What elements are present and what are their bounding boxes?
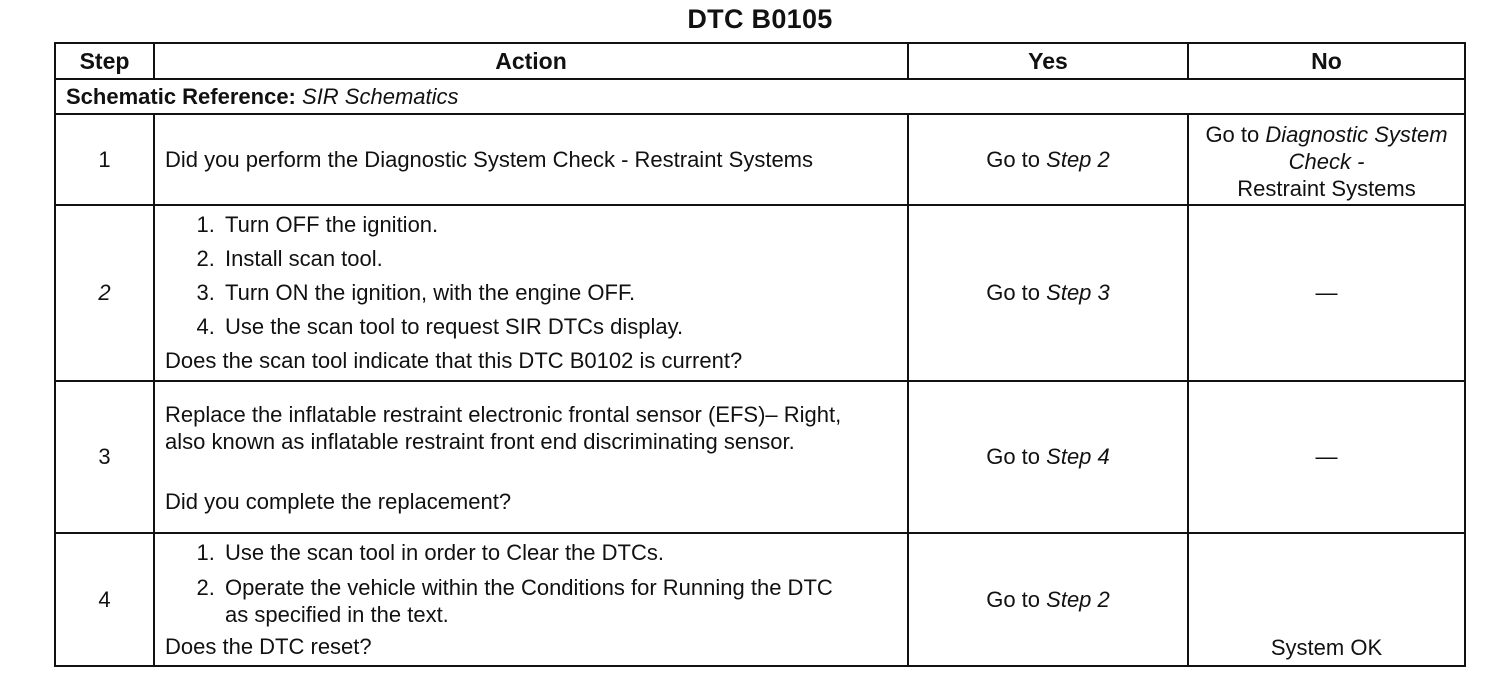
table-row — [55, 114, 1465, 205]
step-number: 4 — [55, 533, 154, 666]
schematic-reference — [55, 79, 1465, 114]
action-question: Did you complete the replacement? — [165, 489, 512, 514]
yes-cell — [908, 114, 1188, 205]
action-cell — [154, 114, 908, 205]
header-step: Step — [55, 43, 154, 79]
list-item: 2. Operate the vehicle within the Conditions for Running the DTC as specified in the text. — [221, 570, 897, 630]
yes-cell — [908, 533, 1188, 666]
action-cell — [154, 205, 908, 381]
yes-step-link[interactable]: Step 2 — [1046, 586, 1110, 612]
yes-step-link[interactable]: Step 4 — [1046, 444, 1110, 469]
yes-step-link[interactable]: Step 3 — [1046, 280, 1110, 305]
header-yes: Yes — [908, 43, 1188, 79]
no-suffix: Restraint Systems — [1237, 176, 1416, 201]
step-number: 2 — [55, 205, 154, 381]
header-action: Action — [154, 43, 908, 79]
action-steps-list — [165, 208, 897, 344]
no-dash: — — [1315, 280, 1338, 305]
list-item: 3. Turn ON the ignition, with the engine OFF. — [221, 276, 897, 310]
no-target-link[interactable]: Diagnostic System Check - — [1265, 122, 1448, 174]
schematic-reference-label: Schematic Reference: — [66, 83, 296, 109]
no-cell — [1188, 533, 1465, 666]
yes-prefix: Go to — [986, 586, 1041, 612]
page-title: DTC B0105 — [687, 4, 833, 34]
no-prefix: Go to — [1205, 122, 1260, 147]
yes-prefix: Go to — [986, 146, 1041, 172]
no-cell — [1188, 114, 1465, 205]
table-row — [55, 205, 1465, 381]
list-item: 2. Install scan tool. — [221, 242, 897, 276]
action-text: Replace the inflatable restraint electronic frontal sensor (EFS)– Right, also known as inflatable restraint front end discriminating sensor. — [165, 402, 842, 454]
no-dash: — — [1315, 444, 1338, 469]
list-item: 1. Turn OFF the ignition. — [221, 208, 897, 242]
no-cell — [1188, 205, 1465, 381]
no-cell — [1188, 381, 1465, 533]
action-question: Does the DTC reset? — [165, 633, 372, 659]
table-row — [55, 381, 1465, 533]
yes-step-link[interactable]: Step 2 — [1046, 146, 1110, 172]
yes-prefix: Go to — [986, 280, 1041, 305]
schematic-reference-link[interactable]: SIR Schematics — [302, 83, 459, 109]
diagnostic-table — [54, 42, 1466, 667]
yes-prefix: Go to — [986, 444, 1041, 469]
table-row — [55, 533, 1465, 666]
list-item: 4. Use the scan tool to request SIR DTCs display. — [221, 310, 897, 344]
no-action — [1199, 117, 1454, 202]
action-cell — [154, 533, 908, 666]
list-item: 1. Use the scan tool in order to Clear the DTCs. — [221, 536, 897, 570]
action-cell — [154, 381, 908, 533]
step-number: 3 — [55, 381, 154, 533]
step-number: 1 — [55, 114, 154, 205]
header-no: No — [1188, 43, 1465, 79]
header-row — [55, 43, 1465, 79]
action-question: Does the scan tool indicate that this DTC B0102 is current? — [165, 348, 743, 373]
yes-cell — [908, 205, 1188, 381]
no-result: System OK — [1270, 635, 1383, 660]
action-question: Did you perform the Diagnostic System Check - Restraint Systems — [165, 146, 814, 172]
schematic-reference-row — [55, 79, 1465, 114]
yes-cell — [908, 381, 1188, 533]
action-steps-list — [165, 536, 897, 630]
